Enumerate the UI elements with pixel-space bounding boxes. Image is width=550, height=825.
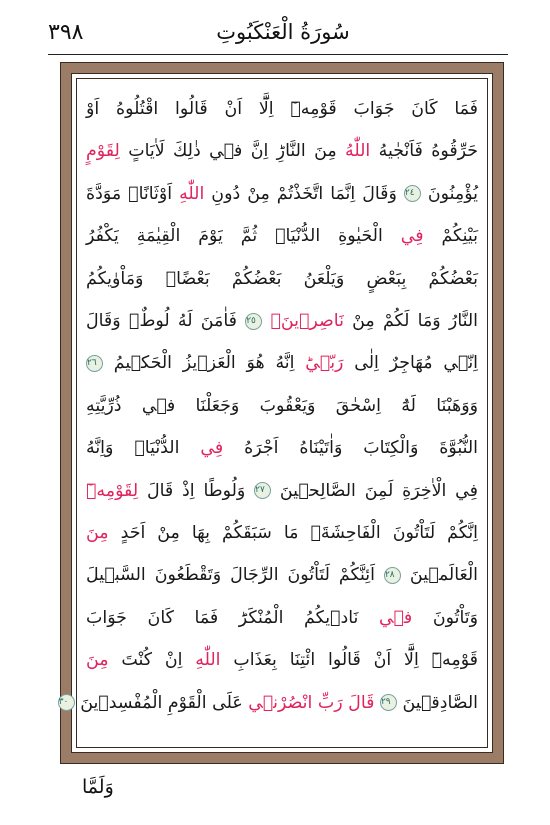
verse-text: اَوْثَانًاۙ مَوَدَّةَ <box>86 183 180 204</box>
verse-line <box>86 601 478 635</box>
highlighted-word: قَالَ رَبِّ انْصُرْن۪ي <box>248 692 375 713</box>
verse-text: النَّارُ وَمَا لَكُمْ مِنْ <box>343 311 478 331</box>
page-number: ٣٩٨ <box>48 20 84 45</box>
verse-text: مِنَ النَّارِؕ اِنَّ ف۪ي ذٰلِكَ لَاٰيَاتٍ <box>119 141 346 162</box>
verse-line <box>86 304 478 338</box>
highlighted-word: فِي <box>400 226 424 247</box>
highlighted-word: نَاصِر۪ينَۗ <box>270 311 344 331</box>
verse-text: الْحَيٰوةِ الدُّنْيَاۚ ثُمَّ يَوْمَ الْقِيٰمَةِ يَكْفُرُ <box>86 226 401 247</box>
ayah-number-marker: ٢٤ <box>404 185 421 202</box>
verse-line <box>86 92 478 126</box>
surah-title: سُورَةُ الْعَنْكَبُوتِ <box>216 20 350 44</box>
highlighted-word: ف۪ي <box>379 607 413 628</box>
highlighted-word: لِقَوْمٍ <box>86 141 120 162</box>
verse-text: وَقَالَ اِنَّمَا اتَّخَذْتُمْ مِنْ دُونِ <box>204 183 404 204</box>
verse-text: وَلُوطًا اِذْ قَالَ <box>138 480 255 501</box>
ayah-number-marker: ٢٧ <box>254 482 271 499</box>
verse-text: بَيْنِكُمْ <box>423 226 478 247</box>
verse-lines <box>58 88 479 738</box>
text-area <box>58 73 493 753</box>
verse-text: حَرِّقُوهُ فَاَنْجٰيهُ <box>370 141 478 162</box>
verse-line <box>86 346 478 380</box>
verse-text: اِنَّهُ هُوَ الْعَز۪يزُ الْحَك۪يمُ <box>103 353 306 374</box>
verse-text: الْعَالَم۪ينَ <box>400 565 479 586</box>
highlighted-word: اللّٰهِ <box>179 183 205 204</box>
verse-text: نَادٖيكُمُ الْمُنْكَرَؕ فَمَا كَانَ جَوَابَ <box>86 607 379 628</box>
verse-text: اِنْ كُنْتَ <box>108 650 196 671</box>
verse-line <box>86 219 478 253</box>
verse-text: فَاٰمَنَ لَهُ لُوطٌۢ وَقَالَ <box>86 311 246 331</box>
page-header <box>48 18 508 52</box>
verse-line <box>86 262 478 296</box>
verse-text: النُّبُوَّةَ وَالْكِتَابَ وَاٰتَيْنَاهُ اَجْرَهُ <box>223 438 479 459</box>
ayah-number-marker: ٣٠ <box>58 694 75 711</box>
highlighted-word: مِنَ <box>86 523 109 543</box>
verse-line <box>86 134 478 168</box>
verse-text: اَئِنَّكُمْ لَتَاْتُونَ الرِّجَالَ وَتَقْطَعُونَ السَّب۪يلَ <box>86 565 384 586</box>
verse-line <box>86 643 478 677</box>
verse-text: عَلَى الْقَوْمِ الْمُفْسِد۪ينَ <box>74 692 249 713</box>
verse-text: وَوَهَبْنَا لَهُٓ اِسْحٰقَ وَيَعْقُوبَ وَجَعَلْنَا ف۪ي ذُرِّيَّتِهِ <box>86 395 478 416</box>
header-divider <box>48 54 508 55</box>
highlighted-word: فِي <box>200 438 224 459</box>
catchword: وَلَمَّا <box>82 776 114 798</box>
verse-text: فِي الْاٰخِرَةِ لَمِنَ الصَّالِح۪ينَ <box>271 480 478 501</box>
ayah-number-marker: ٢٥ <box>245 313 262 330</box>
ayah-number-marker: ٢٨ <box>384 567 401 584</box>
verse-line <box>86 431 478 465</box>
verse-text: بَعْضُكُمْ بِبَعْضٍ وَيَلْعَنُ بَعْضُكُمْ بَعْضًاۘ وَمَاْوٰيكُمُ <box>86 268 478 289</box>
verse-text: اِنّ۪ي مُهَاجِرٌ اِلٰى <box>343 353 478 374</box>
page-border-frame <box>60 62 504 764</box>
verse-text: وَتَاْتُونَ <box>412 607 478 628</box>
highlighted-word: اللّٰهِ <box>195 650 221 671</box>
ayah-number-marker: ٢٦ <box>86 355 103 372</box>
highlighted-word: مِنَ <box>86 650 109 671</box>
verse-line <box>86 516 478 550</box>
highlighted-word: رَبّ۪يؕ <box>305 353 344 374</box>
highlighted-word: اللّٰهُ <box>345 141 371 162</box>
ayah-number-marker: ٢٩ <box>380 694 397 711</box>
highlighted-word: لِقَوْمِه۪ٓ <box>86 480 139 501</box>
verse-line <box>86 474 478 508</box>
verse-text: الصَّادِق۪ينَ <box>396 692 478 713</box>
verse-text: فَمَا كَانَ جَوَابَ قَوْمِهٖٓ اِلَّٓا اَنْ قَالُوا اقْتُلُوهُ اَوْ <box>86 99 478 119</box>
verse-line <box>86 389 478 423</box>
verse-text: يُؤْمِنُونَ <box>420 183 479 204</box>
verse-text: الدُّنْيَاۚ وَاِنَّهُ <box>86 438 201 459</box>
verse-text: قَوْمِه۪ٓ اِلَّٓا اَنْ قَالُوا ائْتِنَا بِعَذَابِ <box>220 650 478 671</box>
verse-line <box>86 177 478 211</box>
verse-line <box>86 558 478 592</box>
verse-text: اِنَّكُمْ لَتَاْتُونَ الْفَاحِشَةَۘ مَا سَبَقَكُمْ بِهَا مِنْ اَحَدٍ <box>108 523 478 543</box>
verse-line <box>58 686 478 720</box>
